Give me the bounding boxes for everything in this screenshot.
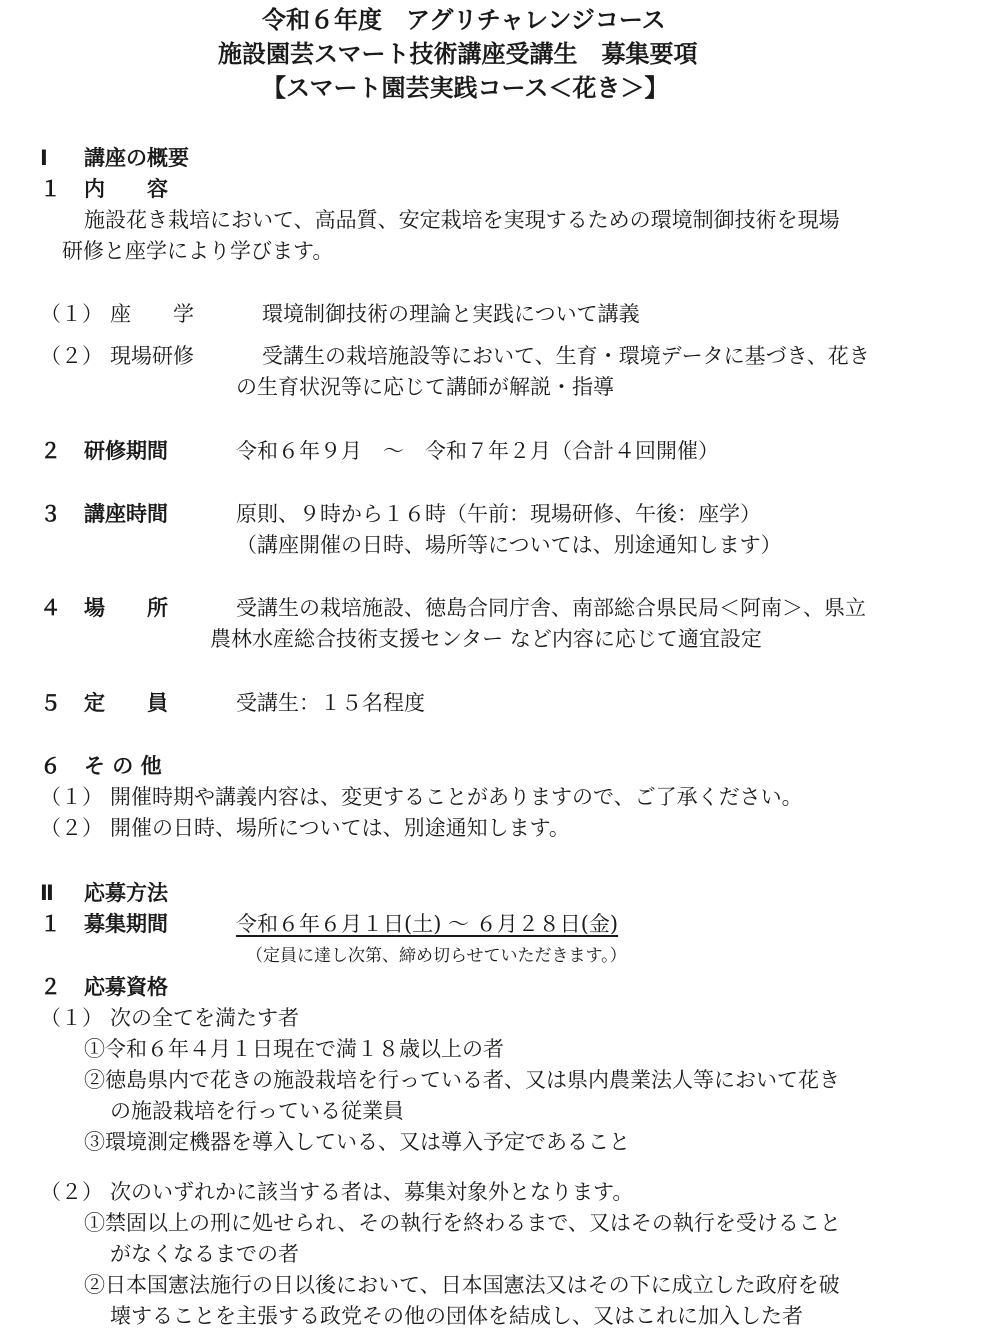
eligibility-sub1-item-3: ③環境測定機器を導入している、又は導入予定であること	[84, 1130, 630, 1154]
item1-sub1-marker: （１）	[40, 302, 103, 326]
section2-number: Ⅱ	[40, 881, 54, 905]
eligibility-number: ２	[40, 975, 61, 999]
item1-number: １	[40, 177, 61, 201]
recruit-label: 募集期間	[84, 912, 168, 936]
eligibility-sub1-marker: （１）	[40, 1006, 103, 1030]
eligibility-sub2-marker: （２）	[40, 1180, 103, 1204]
item4-label: 場 所	[84, 596, 168, 620]
section1-number: Ⅰ	[40, 146, 48, 170]
item5-number: ５	[40, 691, 61, 715]
eligibility-sub2-item-2a: ②日本国憲法施行の日以後において、日本国憲法又はその下に成立した政府を破	[84, 1273, 840, 1297]
eligibility-sub2-item-1b: がなくなるまでの者	[110, 1242, 299, 1266]
item6-sub2-marker: （２）	[40, 816, 103, 840]
title-line-1: 令和６年度 アグリチャレンジコース	[262, 6, 666, 34]
eligibility-sub2-item-1a: ①禁固以上の刑に処せられ、その執行を終わるまで、又はその執行を受けること	[84, 1211, 841, 1235]
item3-text-line-1: 原則、９時から１６時（午前：現場研修、午後：座学）	[236, 502, 761, 526]
item2-label: 研修期間	[84, 439, 168, 463]
eligibility-label: 応募資格	[84, 975, 168, 999]
item6-sub1-text: 開催時期や講義内容は、変更することがありますので、ご了承ください。	[110, 785, 803, 809]
item5-text: 受講生：１５名程度	[236, 691, 425, 715]
item4-text-line-2: 農林水産総合技術支援センター など内容に応じて適宜設定	[210, 627, 762, 651]
item4-number: ４	[40, 596, 61, 620]
item3-text-line-2: （講座開催の日時、場所等については、別途通知します）	[236, 533, 782, 557]
section1-heading: 講座の概要	[84, 146, 189, 170]
item1-sub2-text-line-2: の生育状況等に応じて講師が解説・指導	[236, 375, 614, 399]
recruit-number: １	[40, 912, 61, 936]
item1-sub2-label: 現場研修	[110, 344, 194, 368]
item6-sub2-text: 開催の日時、場所については、別途通知します。	[110, 816, 570, 840]
item1-text-line-2: 研修と座学により学びます。	[62, 239, 334, 263]
item1-sub2-text-line-1: 受講生の栽培施設等において、生育・環境データに基づき、花き	[262, 344, 870, 368]
item1-sub1-text: 環境制御技術の理論と実践について講義	[262, 302, 640, 326]
item1-sub1-label: 座 学	[110, 302, 194, 326]
title-line-3: 【スマート園芸実践コース＜花き＞】	[262, 74, 669, 102]
item6-sub1-marker: （１）	[40, 785, 103, 809]
item3-number: ３	[40, 502, 61, 526]
eligibility-sub1-item-2a: ②徳島県内で花きの施設栽培を行っている者、又は県内農業法人等において花き	[84, 1068, 840, 1092]
item4-text-line-1: 受講生の栽培施設、徳島合同庁舎、南部総合県民局＜阿南＞、県立	[236, 596, 866, 620]
eligibility-sub2-item-2b: 壊することを主張する政党その他の団体を結成し、又はこれに加入した者	[110, 1304, 803, 1328]
eligibility-sub1-item-1: ①令和６年４月１日現在で満１８歳以上の者	[84, 1037, 504, 1061]
item1-text-line-1: 施設花き栽培において、高品質、安定栽培を実現するための環境制御技術を現場	[84, 208, 840, 232]
item5-label: 定 員	[84, 691, 168, 715]
item1-label: 内 容	[84, 177, 168, 201]
section2-heading: 応募方法	[84, 881, 168, 905]
item2-text: 令和６年９月 ～ 令和７年２月（合計４回開催）	[236, 439, 719, 463]
recruit-note: （定員に達し次第、締め切らせていただきます。）	[246, 946, 627, 966]
item2-number: ２	[40, 439, 61, 463]
item6-number: ６	[40, 754, 61, 778]
item3-label: 講座時間	[84, 502, 168, 526]
eligibility-sub1-text: 次の全てを満たす者	[110, 1006, 299, 1030]
title-line-2: 施設園芸スマート技術講座受講生 募集要項	[218, 40, 698, 68]
recruit-period-text: 令和６年６月１日(土) ～ ６月２８日(金)	[236, 912, 619, 936]
eligibility-sub1-item-2b: の施設栽培を行っている従業員	[110, 1099, 404, 1123]
eligibility-sub2-text: 次のいずれかに該当する者は、募集対象外となります。	[110, 1180, 634, 1204]
item6-label: そ の 他	[84, 754, 162, 778]
item1-sub2-marker: （２）	[40, 344, 103, 368]
